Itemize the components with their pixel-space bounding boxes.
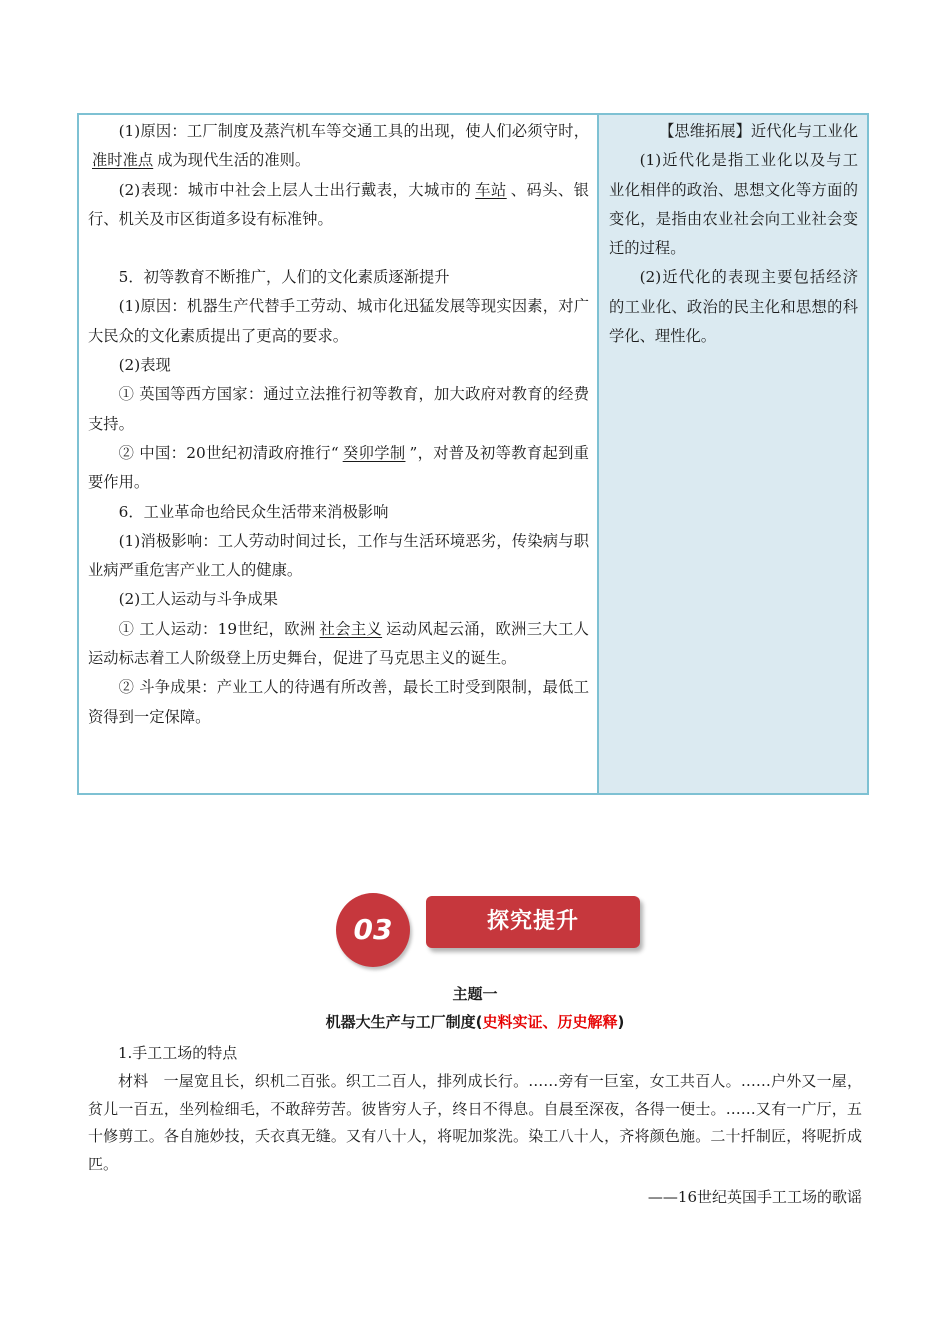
fill-blank: 癸卯学制 [342,443,406,462]
theme-heading: 主题一 [452,985,498,1003]
paragraph-negative: (1)消极影响：工人劳动时间过长，工作与生活环境恶劣，传染病与职业病严重危害产业工人的健康。 [88,531,589,580]
fill-blank: 准时准点 [92,151,154,170]
skills-highlight: 史料实证、历史解释 [482,1013,618,1031]
content-table [77,113,869,795]
section-badge [336,893,642,967]
text: ② 中国：20世纪初清政府推行“ [118,443,339,462]
section-number: 03 [353,913,393,946]
paragraph-results: ② 斗争成果：产业工人的待遇有所改善，最长工时受到限制，最低工资得到一定保障。 [88,678,589,726]
paragraph-reason-2: (1)原因：机器生产代替手工劳动、城市化迅猛发展等现实因素，对广大民众的文化素质提出了更高的要求。 [88,297,589,345]
paragraph-china [88,439,589,498]
paragraph-western: ① 英国等西方国家：通过立法推行初等教育，加大政府对教育的经费支持。 [88,385,589,433]
heading-6: 6．工业革命也给民众生活带来消极影响 [118,502,389,521]
paragraph-movement [88,615,589,674]
paragraph-reason-1 [88,117,589,176]
item-heading: 1.手工工场的特点 [118,1044,238,1062]
section-number-circle [336,893,410,967]
text: 机器大生产与工厂制度( [325,1013,483,1031]
paragraph-performance-2: (2)表现 [118,356,171,375]
extension-title: 【思维拓展】近代化与工业化 [659,122,858,140]
text: ) [617,1013,625,1031]
text: ① 工人运动：19世纪，欧洲 [118,619,316,638]
text: 运动风起云涌，欧洲三大工人运动标志着工人阶级登上历史舞台，促进了马克思主义的诞生。 [88,619,589,668]
theme-subtitle [0,1011,950,1032]
material-source: ——16世纪英国手工工场的歌谣 [647,1188,862,1206]
fill-blank: 社会主义 [319,619,383,638]
section-label-bar [426,896,640,948]
text: (2)表现：城市中社会上层人士出行戴表，大城市的 [118,180,472,199]
section-label: 探究提升 [486,909,579,934]
extension-paragraph-1: (1)近代化是指工业化以及与工业化相伴的政治、思想文化等方面的变化，是指由农业社会向工业社会变迁的过程。 [609,151,858,258]
material-text: 材料 一屋宽且长，织机二百张。织工二百人，排列成长行。……旁有一巨室，女工共百人。……户外又一屋，贫儿一百五，坐列检细毛，不敢辞劳苦。彼皆穷人子，终日不得息。自晨至深夜，各得一便士。……又有一广厅，五十修剪工。各自施妙技，夭衣真无缝。又有八十人，将呢加浆洗。染工八十人，齐将颜色施。二十扦制匠，将呢折成匹。 [88,1072,862,1173]
text: 、码头、银行、机关及市区街道多设有标准钟。 [88,180,589,228]
paragraph-performance-1 [88,176,589,235]
text: (1)原因：工厂制度及蒸汽机车等交通工具的出现，使人们必须守时， [118,122,589,140]
heading-5: 5．初等教育不断推广，人们的文化素质逐渐提升 [118,268,450,287]
table-right-column [599,115,867,793]
table-left-column [79,115,599,793]
text: 成为现代生活的准则。 [157,151,311,170]
text: ”，对普及初等教育起到重要作用。 [88,443,589,492]
extension-paragraph-2: (2)近代化的表现主要包括经济的工业化、政治的民主化和思想的科学化、理性化。 [609,268,858,346]
paragraph-labor: (2)工人运动与斗争成果 [118,590,278,609]
fill-blank: 车站 [475,180,507,199]
